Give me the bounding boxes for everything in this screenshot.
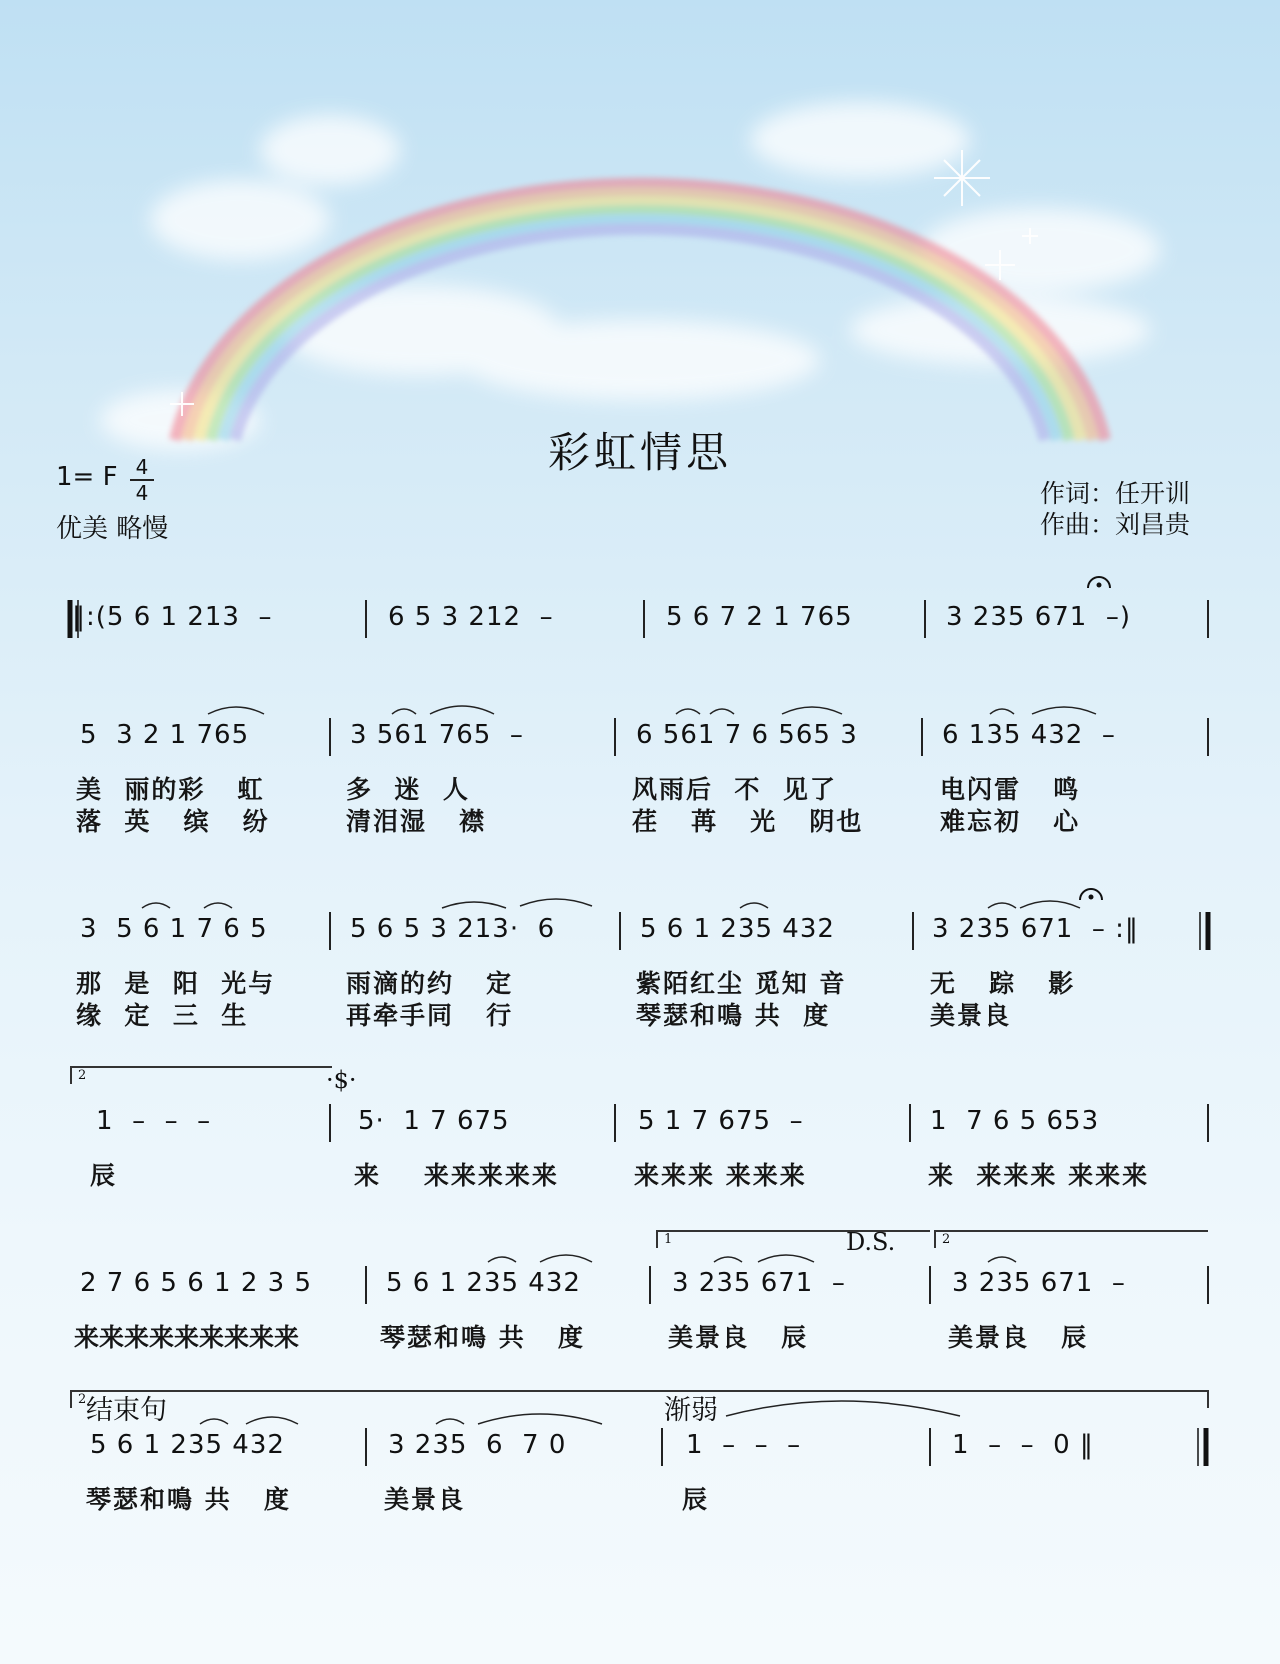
time-signature-top: 4 (135, 455, 149, 479)
lyric-verse-1: 辰 (90, 1161, 118, 1190)
lyric-verse-1: 来来来来来来来来来 (74, 1323, 300, 1352)
volta-number: 2 (78, 1392, 87, 1407)
lyric-verse-1: 辰 (682, 1485, 710, 1514)
measure: 5 6 5 3 213· 6 (350, 914, 556, 944)
volta-bracket (70, 1390, 72, 1408)
volta-bracket (934, 1230, 936, 1248)
da-segno-mark: D.S. (846, 1228, 896, 1256)
segno-sign: ·$· (326, 1066, 357, 1094)
measure: 3 235 671 – :‖ (932, 914, 1139, 944)
measure: 6 135 432 – (942, 720, 1116, 750)
lyric-verse-2: 琴瑟和鳴 共 度 (636, 1001, 831, 1030)
measure: 5 1 7 675 – (638, 1106, 804, 1136)
measure: 1 – – 0 ‖ (952, 1430, 1094, 1460)
volta-bracket (70, 1066, 72, 1084)
measure: 6 5 3 212 – (388, 602, 554, 632)
lyric-verse-1: 美景良 辰 (668, 1323, 809, 1352)
volta-number: 2 (78, 1068, 87, 1083)
lyric-verse-1: 美 丽的彩 虹 (76, 775, 265, 804)
lyricist: 作词：任开训 (1040, 479, 1191, 508)
diminuendo-mark: 渐弱 (664, 1395, 718, 1426)
measure: 1 7 6 5 653 (930, 1106, 1100, 1136)
time-signature (130, 456, 154, 504)
lyric-verse-1: 琴瑟和鳴 共 度 (86, 1485, 291, 1514)
lyric-verse-1: 电闪雷 鸣 (940, 775, 1081, 804)
measure: 6 561 7 6 565 3 (636, 720, 858, 750)
lyric-verse-2: 缘 定 三 生 (76, 1001, 249, 1030)
measure: 3 235 671 – (672, 1268, 846, 1298)
measure: 3 561 765 – (350, 720, 524, 750)
ending-label: 结束句 (86, 1395, 167, 1426)
volta-number: 1 (664, 1232, 673, 1247)
volta-number: 2 (942, 1232, 951, 1247)
measure: 5 6 7 2 1 765 (666, 602, 853, 632)
measure: 5· 1 7 675 (358, 1106, 510, 1136)
time-signature-bottom: 4 (135, 480, 149, 505)
lyric-verse-1: 来来来 来来来 (634, 1161, 807, 1190)
measure: 1 – – – (96, 1106, 212, 1136)
lyric-verse-1: 来 来来来来来 (354, 1161, 559, 1190)
lyric-verse-2: 再牵手同 行 (346, 1001, 514, 1030)
lyric-verse-1: 来 来来来 来来来 (928, 1161, 1150, 1190)
volta-bracket (656, 1230, 658, 1248)
lyric-verse-1: 美景良 辰 (948, 1323, 1089, 1352)
measure: 5 3 2 1 765 (80, 720, 250, 750)
measure: 5 6 1 235 432 (640, 914, 835, 944)
lyric-verse-1: 美景良 (384, 1485, 466, 1514)
lyric-verse-1: 无 踪 影 (930, 969, 1076, 998)
song-title: 彩虹情思 (547, 428, 732, 477)
measure: ‖:(5 6 1 213 – (72, 602, 273, 632)
key-signature: 1= F (56, 462, 118, 492)
tempo-marking: 优美 略慢 (56, 514, 169, 544)
lyric-verse-2: 难忘初 心 (940, 807, 1081, 836)
measure: 3 235 671 – (952, 1268, 1126, 1298)
lyric-verse-1: 紫陌红尘 觅知 音 (636, 969, 847, 998)
volta-bracket (70, 1390, 1208, 1392)
measure: 5 6 1 235 432 (90, 1430, 285, 1460)
volta-bracket (934, 1230, 1208, 1232)
lyric-verse-1: 风雨后 不 见了 (632, 775, 837, 804)
measure: 5 6 1 235 432 (386, 1268, 581, 1298)
lyric-verse-2: 美景良 (930, 1001, 1012, 1030)
measure: 3 235 6 7 0 (388, 1430, 567, 1460)
credits (1040, 478, 1190, 540)
measure: 3 235 671 –) (946, 602, 1131, 632)
lyric-verse-1: 多 迷 人 (346, 775, 470, 804)
measure: 1 – – – (686, 1430, 802, 1460)
volta-bracket (1207, 1390, 1209, 1408)
lyric-verse-2: 荏 苒 光 阴也 (632, 807, 864, 836)
lyric-verse-2: 落 英 缤 纷 (76, 807, 270, 836)
composer: 作曲：刘昌贵 (1040, 510, 1191, 539)
measure: 2 7 6 5 6 1 2 3 5 (80, 1268, 312, 1298)
lyric-verse-1: 雨滴的约 定 (346, 969, 514, 998)
lyric-verse-1: 琴瑟和鳴 共 度 (380, 1323, 585, 1352)
lyric-verse-2: 清泪湿 襟 (346, 807, 487, 836)
measure: 3 5 6 1 7 6 5 (80, 914, 268, 944)
volta-bracket (70, 1066, 332, 1068)
lyric-verse-1: 那 是 阳 光与 (76, 969, 276, 998)
